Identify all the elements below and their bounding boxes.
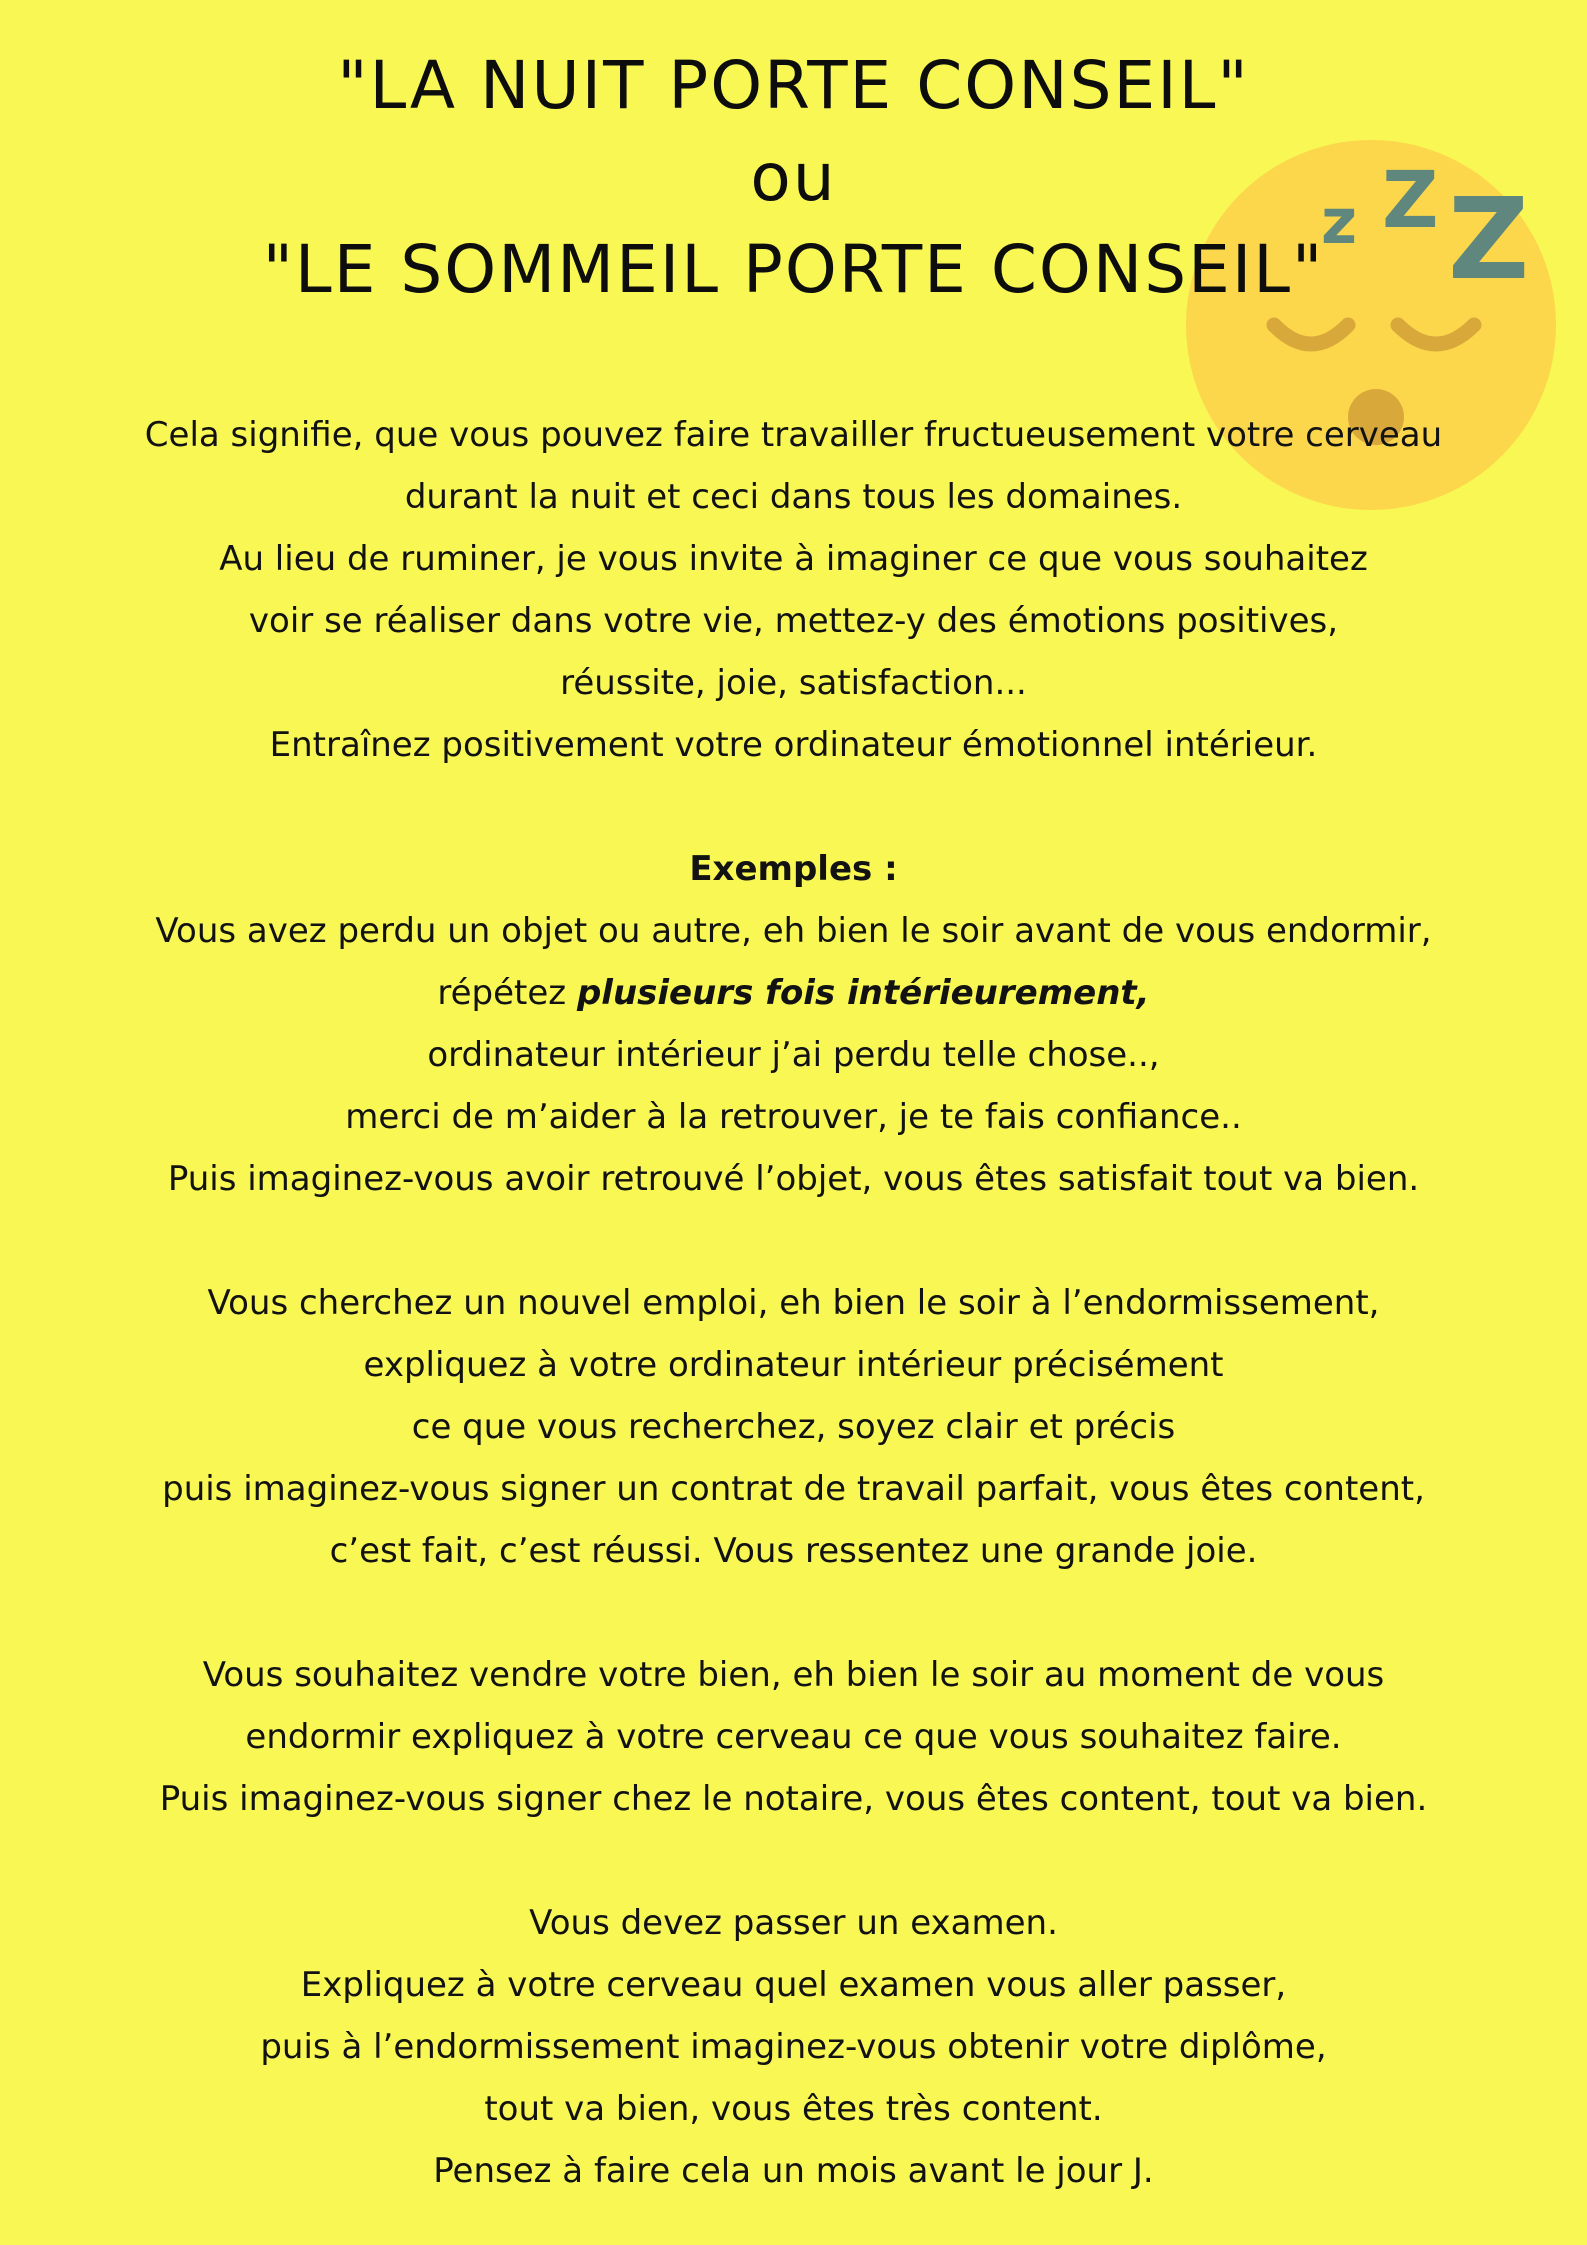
paragraph-gap — [0, 1830, 1587, 1892]
paragraph-gap — [0, 776, 1587, 838]
example4-line: Pensez à faire cela un mois avant le jour J. — [433, 2151, 1154, 2191]
example4-line: tout va bien, vous êtes très content. — [484, 2089, 1103, 2129]
example3-line: endormir expliquez à votre cerveau ce que vous souhaitez faire. — [245, 1717, 1342, 1757]
example2-line: c’est fait, c’est réussi. Vous ressentez une grande joie. — [329, 1531, 1258, 1571]
zzz-small-icon: z — [1321, 185, 1358, 258]
intro-line: durant la nuit et ceci dans tous les domaines. — [404, 477, 1183, 517]
zzz-large-icon: Z — [1448, 175, 1530, 305]
body-text — [0, 404, 1587, 2202]
example4-line: Expliquez à votre cerveau quel examen vous aller passer, — [300, 1965, 1287, 2005]
example4-line: puis à l’endormissement imaginez-vous obtenir votre diplôme, — [260, 2027, 1327, 2067]
example1-line: ordinateur intérieur j’ai perdu telle chose.., — [427, 1035, 1160, 1075]
title-block — [0, 40, 1587, 316]
title-line-2: ou — [750, 139, 837, 216]
intro-line: réussite, joie, satisfaction... — [560, 663, 1027, 703]
example1-line-with-emphasis — [0, 962, 1587, 1024]
intro-line: Entraînez positivement votre ordinateur émotionnel intérieur. — [269, 725, 1318, 765]
intro-line: Au lieu de ruminer, je vous invite à imaginer ce que vous souhaitez — [219, 539, 1368, 579]
example4-line: Vous devez passer un examen. — [529, 1903, 1058, 1943]
example1-emphasis: plusieurs fois intérieurement — [576, 973, 1137, 1013]
zzz-medium-icon: Z — [1382, 156, 1439, 246]
example2-line: expliquez à votre ordinateur intérieur précisément — [363, 1345, 1224, 1385]
title-line-1: "LA NUIT PORTE CONSEIL" — [337, 47, 1250, 124]
example3-line: Vous souhaitez vendre votre bien, eh bien le soir au moment de vous — [202, 1655, 1385, 1695]
paragraph-gap — [0, 1210, 1587, 1272]
examples-heading: Exemples : — [689, 849, 898, 889]
example1-line2-suffix: , — [1136, 973, 1150, 1013]
example2-line: Vous cherchez un nouvel emploi, eh bien le soir à l’endormissement, — [207, 1283, 1380, 1323]
title-line-3: "LE SOMMEIL PORTE CONSEIL" — [262, 231, 1325, 308]
example1-line: Vous avez perdu un objet ou autre, eh bien le soir avant de vous endormir, — [155, 911, 1432, 951]
example2-line: ce que vous recherchez, soyez clair et précis — [411, 1407, 1176, 1447]
example2-line: puis imaginez-vous signer un contrat de travail parfait, vous êtes content, — [162, 1469, 1425, 1509]
example1-line: merci de m’aider à la retrouver, je te fais confiance.. — [345, 1097, 1242, 1137]
intro-line: voir se réaliser dans votre vie, mettez-y des émotions positives, — [248, 601, 1339, 641]
paragraph-gap — [0, 1582, 1587, 1644]
example1-line2-prefix: répétez — [437, 973, 577, 1013]
example3-line: Puis imaginez-vous signer chez le notaire, vous êtes content, tout va bien. — [159, 1779, 1428, 1819]
example1-line: Puis imaginez-vous avoir retrouvé l’objet, vous êtes satisfait tout va bien. — [167, 1159, 1420, 1199]
intro-line: Cela signifie, que vous pouvez faire travailler fructueusement votre cerveau — [144, 415, 1443, 455]
